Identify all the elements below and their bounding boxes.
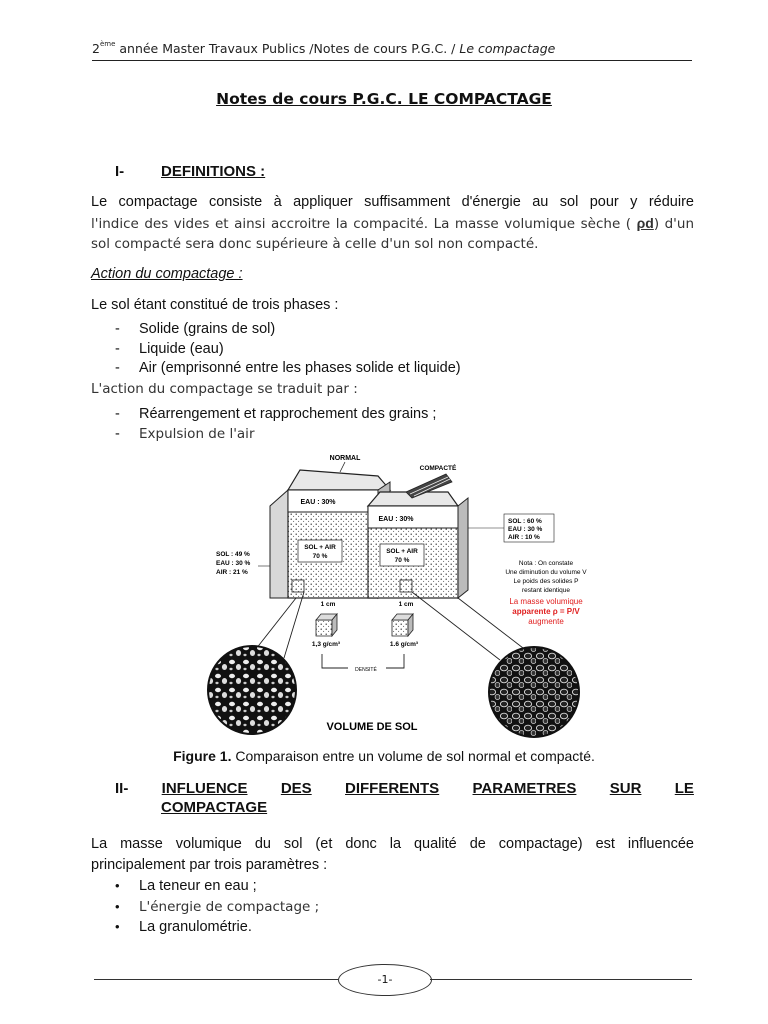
page-number: -1- — [338, 964, 432, 996]
red-note-line-3: augmente — [528, 617, 564, 626]
section-2-title-line-2: COMPACTAGE — [161, 799, 268, 816]
section-2-word: SUR — [609, 780, 642, 797]
definition-line-2 — [91, 213, 694, 235]
nota-text — [505, 560, 587, 594]
nota-line-4: restant identique — [521, 587, 571, 594]
compacted-soil-grains-circle — [489, 647, 579, 737]
figure-caption — [0, 748, 768, 764]
red-note-line-1: La masse volumique — [509, 597, 583, 606]
red-note — [509, 597, 583, 626]
label-eau-normal: EAU : 30% — [300, 499, 336, 506]
list-item: • L'énergie de compactage ; — [115, 898, 320, 915]
section-2-word: LE — [674, 780, 694, 797]
definition-line-1: Le compactage consiste à appliquer suffisamment d'énergie au sol pour y réduire — [91, 194, 694, 210]
params-list — [115, 876, 319, 938]
section-2-word: DIFFERENTS — [345, 780, 440, 797]
header-ordinal-sup: ème — [99, 40, 116, 48]
label-density-left: 1,3 g/cm³ — [311, 641, 341, 648]
influence-paragraph — [91, 834, 694, 875]
influence-line-1: La masse volumique du sol (et donc la qualité de compactage) est influencée — [91, 836, 694, 852]
compaction-figure — [200, 448, 620, 738]
label-sol-air-normal: SOL + AIR — [304, 544, 336, 551]
left-legend-sol: SOL : 49 % — [216, 551, 250, 558]
red-note-line-2: apparente ρ = P/V — [512, 607, 580, 616]
section-1-title: DEFINITIONS : — [161, 163, 266, 180]
compacted-soil-block — [368, 474, 468, 598]
label-normal: NORMAL — [329, 455, 361, 462]
cube-left — [316, 614, 337, 636]
section-2-word: PARAMETRES — [472, 780, 577, 797]
definition-line-2a: l'indice des vides et ainsi accroitre la compacité. La masse volumique sèche ( — [91, 215, 632, 232]
action-heading — [91, 264, 694, 285]
effects-list — [115, 405, 436, 444]
rho-d-symbol: ρd — [636, 214, 654, 231]
list-item: - Réarrengement et rapprochement des grains ; — [115, 406, 437, 422]
nota-line-3: Le poids des solides P — [513, 578, 579, 585]
label-cm-left: 1 cm — [320, 601, 336, 608]
cube-right — [392, 614, 413, 636]
label-volume-de-sol: VOLUME DE SOL — [326, 721, 418, 733]
label-eau-compacte: EAU : 30% — [378, 516, 414, 523]
section-2-word: INFLUENCE — [161, 780, 248, 797]
left-legend — [216, 551, 251, 576]
right-legend-air: AIR : 10 % — [508, 534, 540, 541]
running-header — [92, 40, 692, 61]
influence-line-2: principalement par trois paramètres : — [91, 856, 328, 873]
label-densite: DENSITÉ — [355, 667, 377, 673]
definition-line-3: sol compacté sera donc supérieure à celle d'un sol non compacté. — [91, 236, 539, 252]
document-title: Notes de cours P.G.C. LE COMPACTAGE — [216, 90, 552, 108]
effects-intro: L'action du compactage se traduit par : — [91, 381, 358, 397]
header-ordinal: 2 — [92, 41, 100, 56]
normal-soil-grains-circle — [208, 646, 296, 734]
label-density-right: 1.6 g/cm³ — [389, 641, 419, 648]
header-text: année Master Travaux Publics /Notes de cours P.G.C. / — [115, 41, 460, 56]
section-2-number: II- — [115, 780, 129, 797]
label-pct-compacte: 70 % — [394, 557, 410, 564]
list-item: - Solide (grains de sol) — [115, 321, 276, 337]
section-1-number: I- — [115, 163, 125, 180]
label-cm-right: 1 cm — [398, 601, 414, 608]
label-compacte: COMPACTÉ — [419, 465, 457, 472]
left-legend-air: AIR : 21 % — [216, 569, 248, 576]
label-pct-normal: 70 % — [312, 553, 328, 560]
phases-list — [115, 320, 461, 379]
figure-caption-label: Figure 1. — [173, 748, 232, 764]
definition-line-2b: ) d'un — [653, 215, 695, 232]
right-legend-eau: EAU : 30 % — [508, 526, 543, 533]
nota-line-2: Une diminution du volume V — [505, 569, 587, 576]
figure-caption-text: Comparaison entre un volume de sol normal et compacté. — [231, 748, 595, 764]
definition-paragraph — [91, 192, 694, 255]
right-legend — [504, 514, 554, 542]
phases-intro: Le sol étant constitué de trois phases : — [91, 297, 339, 313]
section-2-heading — [115, 780, 694, 816]
footer-line-right — [430, 979, 692, 980]
label-sol-air-compacte: SOL + AIR — [386, 548, 418, 555]
section-2-word: DES — [280, 780, 312, 797]
list-item: - Liquide (eau) — [115, 340, 224, 357]
list-item: • La granulométrie. — [115, 919, 252, 935]
header-italic: Le compactage — [459, 41, 556, 56]
right-legend-sol: SOL : 60 % — [508, 518, 542, 525]
list-item: - Air (emprisonné entre les phases solide et liquide) — [115, 360, 461, 376]
footer-line-left — [94, 979, 338, 980]
list-item: - Expulsion de l'air — [115, 425, 255, 442]
action-heading-text: Action du compactage : — [91, 266, 243, 282]
section-1-heading — [115, 163, 265, 180]
left-legend-eau: EAU : 30 % — [216, 560, 251, 567]
list-item: • La teneur en eau ; — [115, 878, 257, 894]
nota-line-1: Nota : On constate — [518, 560, 574, 567]
